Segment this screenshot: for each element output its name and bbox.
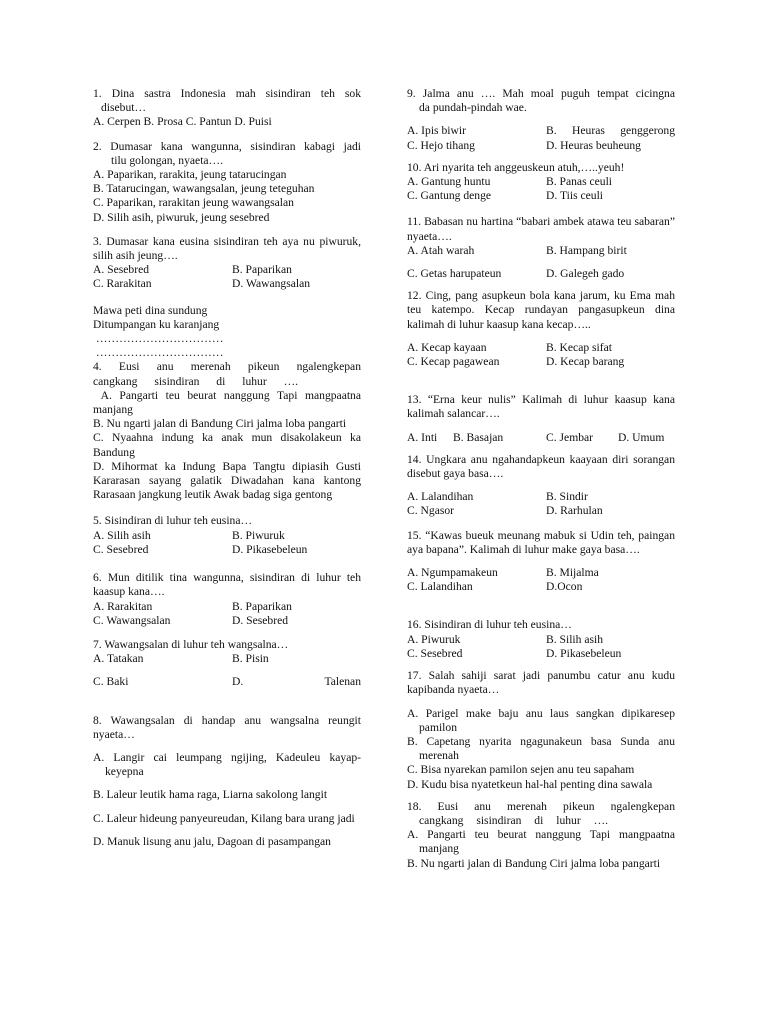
option-a: A. Ngumpamakeun [407, 566, 498, 580]
option-c: C. Laleur hideung panyeureudan, Kilang bara urang jadi [93, 811, 355, 825]
option-c: C. Getas harupateun [407, 267, 502, 281]
option-c: C. Sesebred [93, 542, 149, 556]
option-c: C. Gantung denge [407, 189, 492, 203]
option-b: B. Mijalma [546, 566, 599, 580]
option-d: D. Pikasebeleun [546, 646, 622, 660]
question-18 [407, 800, 675, 871]
option-b: B. Kecap sifat [546, 340, 612, 354]
question-1-stem-cont: disebut… [101, 101, 147, 115]
option-a: A. Kecap kayaan [407, 340, 487, 354]
option-d: D. Manuk lisung anu jalu, Dagoan di pasampangan [93, 834, 331, 848]
option-b: B. Capetang nyarita ngagunakeun basa Sunda anu merenah [407, 734, 675, 763]
option-b: B. Sindir [546, 490, 588, 504]
option-b: B. Nu ngarti jalan di Bandung Ciri jalma loba pangarti [407, 856, 661, 870]
option-b: B. Paparikan [232, 263, 292, 277]
question-9-stem: 9. Jalma anu …. Mah moal puguh tempat cicingna [407, 87, 675, 100]
poem-line-4: …………………………… [93, 346, 224, 360]
question-2-stem-cont: tilu golongan, nyaeta…. [111, 153, 224, 167]
option-c: C. Hejo tihang [407, 138, 475, 152]
option-d: D. Heuras beuheung [546, 138, 641, 152]
option-d-text: Talenan [324, 675, 361, 689]
question-16 [407, 618, 675, 661]
option-c: C. Lalandihan [407, 580, 473, 594]
question-1 [93, 87, 361, 130]
question-2-stem: 2. Dumasar kana wangunna, sisindiran kabagi jadi [93, 139, 361, 153]
question-17-stem: 17. Salah sahiji sarat jadi panumbu catur anu kudu kapibanda nyaeta… [407, 669, 675, 697]
option-a: A. Silih asih [93, 528, 151, 542]
question-7-stem: 7. Wawangsalan di luhur teh wangsalna… [93, 637, 289, 651]
option-b: B. Nu ngarti jalan di Bandung Ciri jalma loba pangarti [93, 417, 347, 431]
question-12 [407, 289, 675, 369]
question-14 [407, 453, 675, 519]
option-c: C. Jembar [546, 430, 594, 444]
option-c: C. Nyaahna indung ka anak mun disakolakeun ka Bandung [93, 431, 361, 459]
option-d: D.Ocon [546, 580, 583, 594]
option-c: C. Wawangsalan [93, 613, 171, 627]
left-column [93, 87, 364, 857]
option-a: A. Tatakan [93, 652, 144, 666]
option-d: D. Rarhulan [546, 504, 603, 518]
question-7 [93, 638, 361, 690]
question-5-stem: 5. Sisindiran di luhur teh eusina… [93, 514, 253, 528]
option-c: C. Paparikan, rarakitan jeung wawangsalan [93, 196, 294, 210]
question-2 [93, 140, 361, 225]
option-d: D. Umum [618, 430, 665, 444]
poem-line-3: …………………………… [93, 332, 224, 346]
option-a: A. Ipis biwir [407, 124, 466, 138]
question-1-stem: 1. Dina sastra Indonesia mah sisindiran teh sok [93, 87, 361, 100]
option-a: A. Paparikan, rarakita, jeung tatarucingan [93, 168, 287, 182]
option-b: B. Hampang birit [546, 243, 627, 257]
option-c: C. Rarakitan [93, 277, 152, 291]
option-a: A. Rarakitan [93, 599, 153, 613]
option-d: D. Wawangsalan [232, 277, 311, 291]
question-6-stem: 6. Mun ditilik tina wangunna, sisindiran di luhur teh kaasup kana…. [93, 571, 361, 599]
question-6 [93, 571, 361, 628]
option-a: A. Atah warah [407, 243, 475, 257]
option-a: A. Parigel make baju anu laus sangkan dipikaresep pamilon [407, 706, 675, 734]
question-3-stem: 3. Dumasar kana eusina sisindiran teh aya nu piwuruk, silih asih jeung…. [93, 234, 361, 263]
question-10-stem: 10. Ari nyarita teh anggeuskeun atuh,…..yeuh! [407, 160, 625, 174]
option-b: B. Tatarucingan, wawangsalan, jeung teteguhan [93, 182, 315, 196]
option-a: A. Gantung huntu [407, 175, 491, 189]
option-b: B. Laleur leutik hama raga, Liarna sakolong langit [93, 788, 328, 802]
option-d: D. Kudu bisa nyatetkeun hal-hal penting dina sawala [407, 777, 653, 791]
option-c: C. Sesebred [407, 646, 463, 660]
option-b: B. Paparikan [232, 599, 292, 613]
question-15-stem: 15. “Kawas bueuk meunang mabuk si Udin teh, paingan aya bapana”. Kalimah di luhur make gaya basa…. [407, 528, 675, 556]
question-13 [407, 393, 675, 445]
option-a: A. Piwuruk [407, 632, 461, 646]
option-d: D. Galegeh gado [546, 267, 625, 281]
option-d-letter: D. [232, 675, 244, 689]
question-1-options: A. Cerpen B. Prosa C. Pantun D. Puisi [93, 115, 272, 129]
question-13-stem: 13. “Erna keur nulis” Kalimah di luhur kaasup kana kalimah salancar…. [407, 393, 675, 421]
option-d: D. Silih asih, piwuruk, jeung sesebred [93, 210, 270, 224]
question-4 [93, 360, 364, 502]
option-d: D. Pikasebeleun [232, 542, 308, 556]
poem-line-1: Mawa peti dina sundung [93, 303, 208, 317]
option-d: D. Kecap barang [546, 355, 625, 369]
option-b: B. Panas ceuli [546, 175, 613, 189]
poem-excerpt [93, 304, 361, 361]
right-column [407, 87, 675, 879]
question-17 [407, 669, 675, 792]
option-b: B. Piwuruk [232, 528, 285, 542]
question-11 [407, 215, 675, 281]
question-4-stem: 4. Eusi anu merenah pikeun ngalengkepan cangkang sisindiran di luhur …. [93, 360, 361, 388]
option-b: B. Basajan [453, 430, 504, 444]
option-c: C. Bisa nyarekan pamilon sejen anu teu sapaham [407, 763, 635, 777]
question-8-stem: 8. Wawangsalan di handap anu wangsalna reungit nyaeta… [93, 713, 361, 741]
question-9-stem-cont: da pundah-pindah wae. [419, 101, 527, 115]
question-3 [93, 235, 361, 292]
option-a: A. Sesebred [93, 263, 150, 277]
question-5 [93, 514, 361, 557]
option-d: D. Mihormat ka Indung Bapa Tangtu dipiasih Gusti Kararasan sayang galatik Diwadahan kana kantong Rarasaan jangkung leutik Awak badag siga gentong [93, 459, 361, 502]
question-8 [93, 714, 361, 849]
option-a: A. Inti [407, 430, 438, 444]
question-11-stem: 11. Babasan nu hartina “babari ambek atawa teu sabaran” nyaeta…. [407, 215, 675, 243]
option-a: A. Langir cai leumpang ngijing, Kadeuleu kayap-keyepna [93, 750, 361, 779]
question-9 [407, 87, 675, 153]
option-b: B. Pisin [232, 652, 269, 666]
option-d: D. Tiis ceuli [546, 189, 604, 203]
option-c: C. Ngasor [407, 504, 455, 518]
question-14-stem: 14. Ungkara anu ngahandapkeun kaayaan diri sorangan disebut gaya basa…. [407, 452, 675, 481]
option-a: A. Pangarti teu beurat nanggung Tapi mangpaatna manjang [407, 828, 675, 856]
option-c: C. Kecap pagawean [407, 355, 500, 369]
question-10 [407, 161, 675, 204]
question-15 [407, 529, 675, 595]
option-a: A. Pangarti teu beurat nanggung Tapi mangpaatna manjang [93, 388, 364, 417]
option-b: B. Silih asih [546, 632, 604, 646]
option-c: C. Baki [93, 675, 129, 689]
question-18-stem: 18. Eusi anu merenah pikeun ngalengkepan cangkang sisindiran di luhur …. [407, 799, 675, 827]
question-16-stem: 16. Sisindiran di luhur teh eusina… [407, 618, 572, 632]
option-b: B. Heuras genggerong [546, 124, 675, 138]
option-d: D. Sesebred [232, 613, 289, 627]
option-a: A. Lalandihan [407, 490, 474, 504]
poem-line-2: Ditumpangan ku karanjang [93, 317, 220, 331]
question-12-stem: 12. Cing, pang asupkeun bola kana jarum, ku Ema mah teu katempo. Kecap rundayan pangasupkeun dina kalimah di luhur kaasup kana kecap….. [407, 289, 675, 331]
